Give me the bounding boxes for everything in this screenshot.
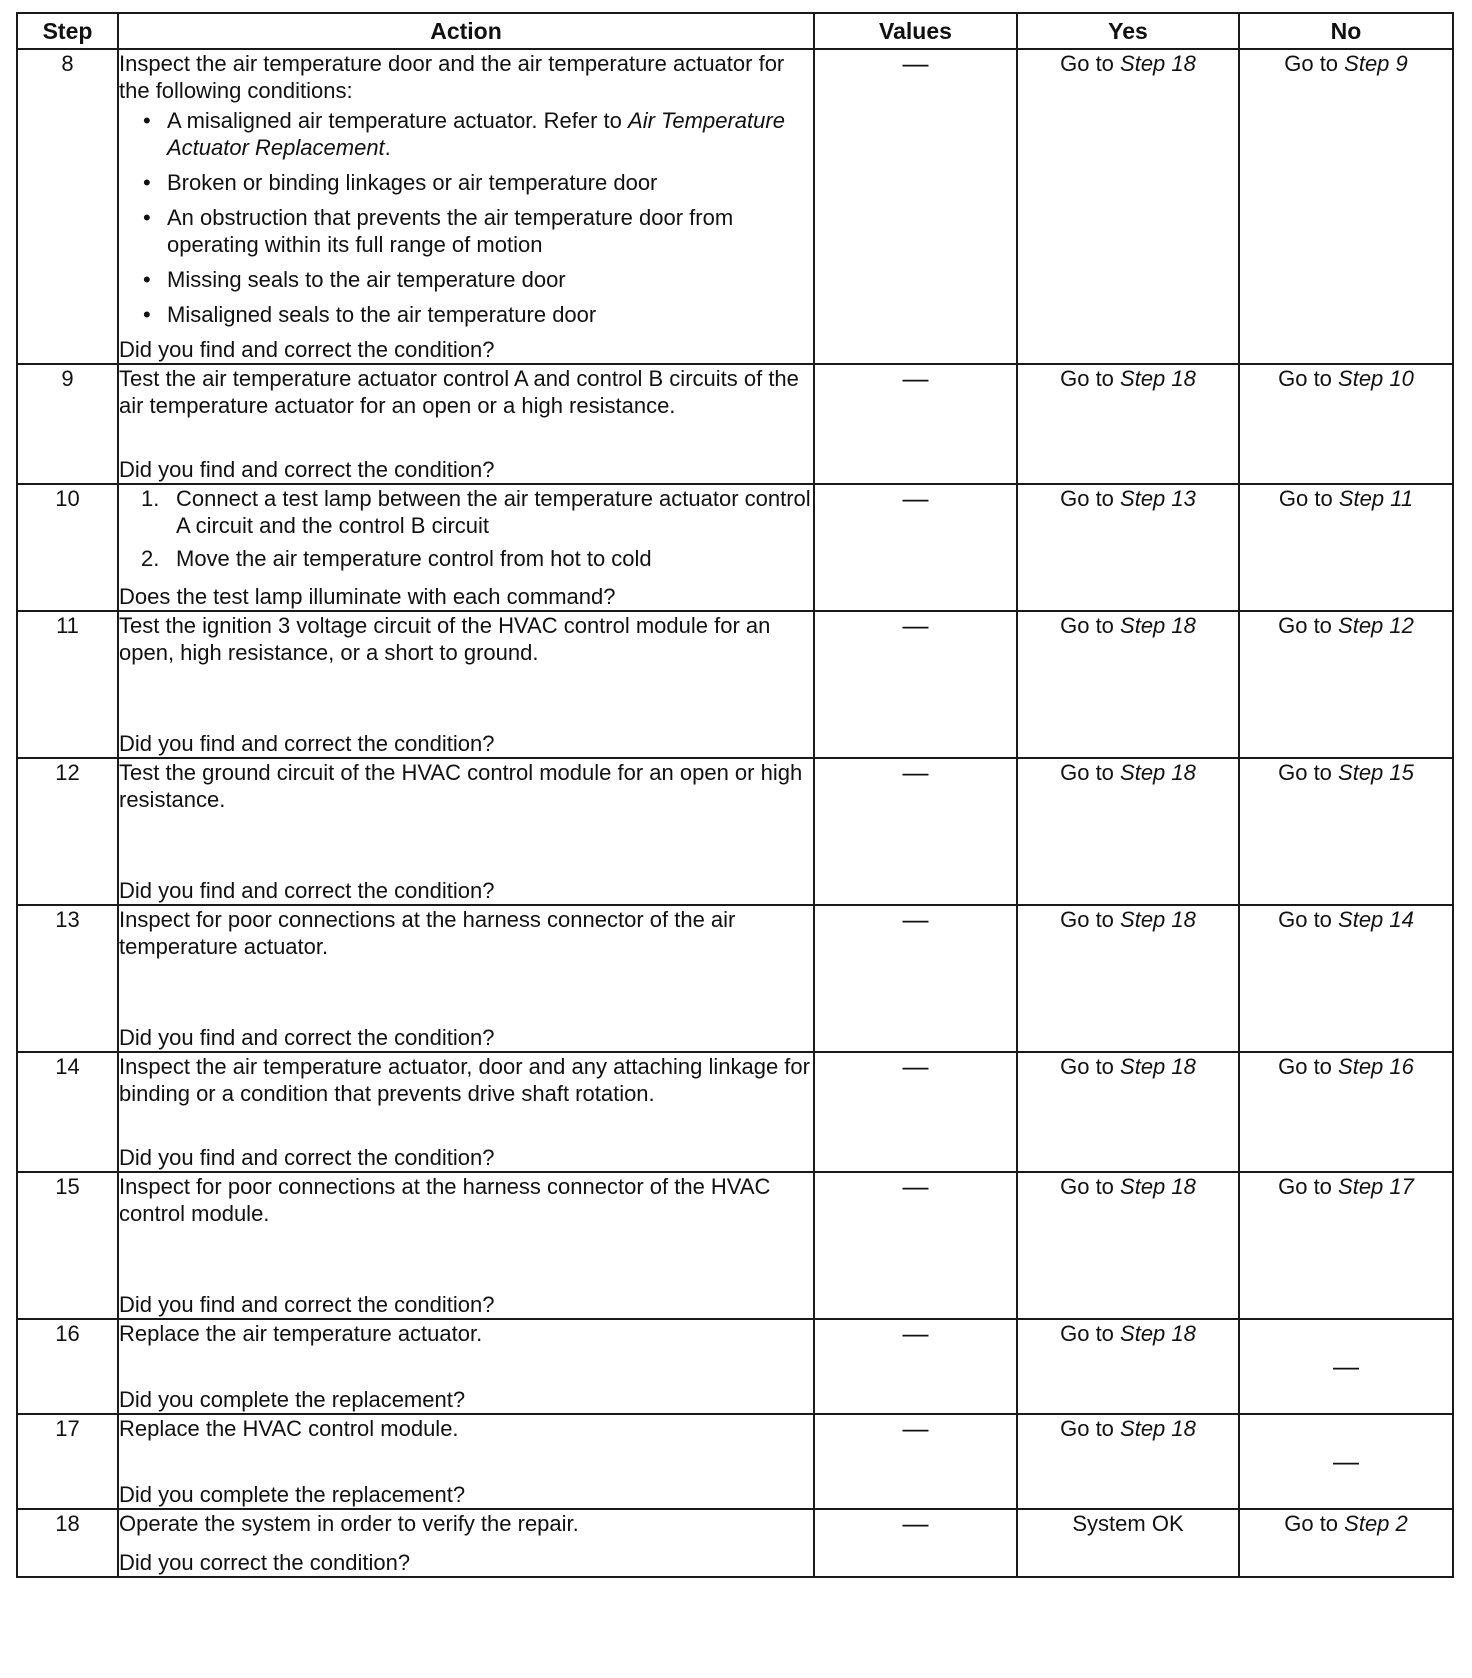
action-question: Did you find and correct the condition?: [119, 1025, 495, 1050]
list-number: 1.: [141, 486, 160, 511]
action-text: Inspect for poor connections at the harness connector of the air temperature actuator.: [119, 907, 736, 959]
list-item: [119, 301, 813, 328]
step-number: 14: [17, 1052, 118, 1172]
no-step-link[interactable]: Step 9: [1344, 51, 1408, 76]
list-item-text: An obstruction that prevents the air temperature door from operating within its full range of motion: [167, 205, 734, 257]
step-number: 13: [17, 905, 118, 1052]
yes-cell[interactable]: [1017, 1172, 1239, 1319]
action-text: Inspect for poor connections at the harness connector of the HVAC control module.: [119, 1174, 771, 1226]
value-cell: —: [814, 364, 1017, 484]
yes-prefix: Go to: [1060, 760, 1121, 785]
action-text: Inspect the air temperature actuator, door and any attaching linkage for binding or a condition that prevents drive shaft rotation.: [119, 1054, 810, 1106]
yes-prefix: Go to: [1060, 1416, 1121, 1441]
yes-cell[interactable]: [1017, 364, 1239, 484]
yes-cell[interactable]: [1017, 1052, 1239, 1172]
action-question: Did you find and correct the condition?: [119, 731, 495, 756]
yes-step-link[interactable]: Step 18: [1120, 1054, 1196, 1079]
no-cell[interactable]: [1239, 1509, 1453, 1577]
step-number: 12: [17, 758, 118, 905]
list-item: [119, 107, 813, 161]
step-number: 18: [17, 1509, 118, 1577]
no-cell[interactable]: [1239, 611, 1453, 758]
action-question: Does the test lamp illuminate with each command?: [119, 584, 616, 609]
bullet-icon: •: [143, 267, 151, 292]
table-row: [17, 1172, 1453, 1319]
bullet-icon: •: [143, 108, 151, 133]
bullet-icon: •: [143, 302, 151, 327]
diagnostic-table-page: [16, 12, 1452, 1578]
step-number: 9: [17, 364, 118, 484]
list-item-text: Missing seals to the air temperature door: [167, 267, 566, 292]
action-text: Operate the system in order to verify the repair.: [119, 1511, 579, 1536]
value-cell: —: [814, 1052, 1017, 1172]
list-item: [119, 169, 813, 196]
header-action: Action: [118, 13, 814, 49]
value-cell: —: [814, 1414, 1017, 1509]
header-no: No: [1239, 13, 1453, 49]
no-step-link[interactable]: Step 10: [1338, 366, 1414, 391]
table-row: [17, 1052, 1453, 1172]
action-cell: [118, 758, 814, 905]
value-cell: —: [814, 1172, 1017, 1319]
list-item-text: Broken or binding linkages or air temperature door: [167, 170, 658, 195]
yes-step-link[interactable]: Step 18: [1120, 1416, 1196, 1441]
no-step-link[interactable]: Step 16: [1338, 1054, 1414, 1079]
yes-prefix: Go to: [1060, 907, 1121, 932]
yes-cell[interactable]: [1017, 758, 1239, 905]
condition-list: [119, 107, 813, 336]
no-prefix: Go to: [1278, 907, 1339, 932]
list-item: [119, 266, 813, 293]
diagnostic-table: [16, 12, 1454, 1578]
no-cell[interactable]: [1239, 49, 1453, 364]
table-row: [17, 1509, 1453, 1577]
action-question: Did you correct the condition?: [119, 1550, 411, 1575]
value-cell: —: [814, 611, 1017, 758]
table-row: [17, 758, 1453, 905]
no-cell: —: [1239, 1414, 1453, 1509]
action-question: Did you find and correct the condition?: [119, 878, 495, 903]
action-cell: [118, 484, 814, 611]
action-cell: [118, 1509, 814, 1577]
yes-prefix: Go to: [1060, 366, 1121, 391]
value-cell: —: [814, 905, 1017, 1052]
no-cell[interactable]: [1239, 1172, 1453, 1319]
action-cell: [118, 49, 814, 364]
yes-step-link[interactable]: Step 18: [1120, 613, 1196, 638]
no-step-link[interactable]: Step 11: [1338, 486, 1414, 511]
value-cell: —: [814, 49, 1017, 364]
header-yes: Yes: [1017, 13, 1239, 49]
value-cell: —: [814, 1509, 1017, 1577]
step-number: 11: [17, 611, 118, 758]
yes-cell[interactable]: [1017, 484, 1239, 611]
no-step-link[interactable]: Step 15: [1338, 760, 1414, 785]
no-cell[interactable]: [1239, 905, 1453, 1052]
step-number: 10: [17, 484, 118, 611]
action-cell: [118, 1319, 814, 1414]
no-prefix: Go to: [1278, 366, 1339, 391]
value-cell: —: [814, 484, 1017, 611]
yes-prefix: Go to: [1060, 613, 1121, 638]
step-number: 16: [17, 1319, 118, 1414]
yes-step-link[interactable]: Step 18: [1120, 366, 1196, 391]
no-prefix: Go to: [1284, 51, 1345, 76]
action-question: Did you find and correct the condition?: [119, 1292, 495, 1317]
list-item: [119, 204, 813, 258]
yes-step-link[interactable]: Step 18: [1120, 51, 1196, 76]
action-cell: [118, 611, 814, 758]
action-question: Did you find and correct the condition?: [119, 1145, 495, 1170]
yes-cell[interactable]: [1017, 905, 1239, 1052]
yes-prefix: Go to: [1060, 51, 1121, 76]
table-row: [17, 49, 1453, 364]
yes-step-link[interactable]: Step 13: [1120, 486, 1196, 511]
no-cell[interactable]: [1239, 484, 1453, 611]
bullet-icon: •: [143, 205, 151, 230]
no-prefix: Go to: [1278, 1174, 1339, 1199]
no-step-link[interactable]: Step 2: [1344, 1511, 1408, 1536]
no-prefix: Go to: [1278, 613, 1339, 638]
value-cell: —: [814, 1319, 1017, 1414]
list-item-text: Connect a test lamp between the air temperature actuator control A circuit and the control B circuit: [176, 486, 811, 538]
yes-cell[interactable]: [1017, 1319, 1239, 1414]
yes-step-link[interactable]: Step 18: [1120, 907, 1196, 932]
bullet-icon: •: [143, 170, 151, 195]
no-prefix: Go to: [1278, 486, 1339, 511]
action-text: Inspect the air temperature door and the air temperature actuator for the following conditions:: [119, 51, 785, 103]
yes-cell[interactable]: [1017, 611, 1239, 758]
value-cell: —: [814, 758, 1017, 905]
action-cell: [118, 1052, 814, 1172]
action-text: Test the air temperature actuator control A and control B circuits of the air temperature actuator for an open or a high resistance.: [119, 366, 799, 418]
no-cell: —: [1239, 1319, 1453, 1414]
table-row: [17, 1319, 1453, 1414]
numbered-list: [119, 485, 813, 578]
action-cell: [118, 364, 814, 484]
action-question: Did you find and correct the condition?: [119, 337, 495, 362]
yes-prefix: Go to: [1060, 1174, 1121, 1199]
table-row: [17, 1414, 1453, 1509]
yes-step-link[interactable]: Step 18: [1120, 1321, 1196, 1346]
action-question: Did you complete the replacement?: [119, 1387, 466, 1412]
action-text: Replace the HVAC control module.: [119, 1416, 459, 1441]
reference-link[interactable]: Air Temperature Actuator Replacement: [167, 108, 785, 160]
yes-prefix: Go to: [1060, 1321, 1121, 1346]
list-item: [119, 485, 813, 539]
no-prefix: Go to: [1278, 760, 1339, 785]
no-cell[interactable]: [1239, 364, 1453, 484]
list-item-text: Misaligned seals to the air temperature door: [167, 302, 597, 327]
yes-prefix: Go to: [1060, 1054, 1121, 1079]
step-number: 15: [17, 1172, 118, 1319]
action-cell: [118, 905, 814, 1052]
table-row: [17, 364, 1453, 484]
action-text: Test the ignition 3 voltage circuit of the HVAC control module for an open, high resistance, or a short to ground.: [119, 613, 771, 665]
step-number: 8: [17, 49, 118, 364]
action-text: Replace the air temperature actuator.: [119, 1321, 483, 1346]
no-step-link[interactable]: Step 12: [1338, 613, 1414, 638]
header-step: Step: [17, 13, 118, 49]
list-item: [119, 545, 813, 572]
no-prefix: Go to: [1284, 1511, 1345, 1536]
table-row: [17, 611, 1453, 758]
list-item-text: A misaligned air temperature actuator. Refer to: [167, 108, 629, 133]
no-cell[interactable]: [1239, 758, 1453, 905]
table-row: [17, 905, 1453, 1052]
no-cell[interactable]: [1239, 1052, 1453, 1172]
action-cell: [118, 1414, 814, 1509]
list-item-suffix: .: [384, 135, 391, 160]
no-prefix: Go to: [1278, 1054, 1339, 1079]
header-row: [17, 13, 1453, 49]
no-step-link[interactable]: Step 17: [1338, 1174, 1414, 1199]
list-number: 2.: [141, 546, 160, 571]
yes-cell: System OK: [1017, 1509, 1239, 1577]
action-text: Test the ground circuit of the HVAC control module for an open or high resistance.: [119, 760, 803, 812]
table-row: [17, 484, 1453, 611]
yes-cell[interactable]: [1017, 1414, 1239, 1509]
yes-cell[interactable]: [1017, 49, 1239, 364]
no-step-link[interactable]: Step 14: [1338, 907, 1414, 932]
yes-prefix: Go to: [1060, 486, 1121, 511]
step-number: 17: [17, 1414, 118, 1509]
yes-step-link[interactable]: Step 18: [1120, 760, 1196, 785]
action-question: Did you find and correct the condition?: [119, 457, 495, 482]
action-cell: [118, 1172, 814, 1319]
list-item-text: Move the air temperature control from hot to cold: [176, 546, 652, 571]
yes-step-link[interactable]: Step 18: [1120, 1174, 1196, 1199]
header-values: Values: [814, 13, 1017, 49]
action-question: Did you complete the replacement?: [119, 1482, 466, 1507]
